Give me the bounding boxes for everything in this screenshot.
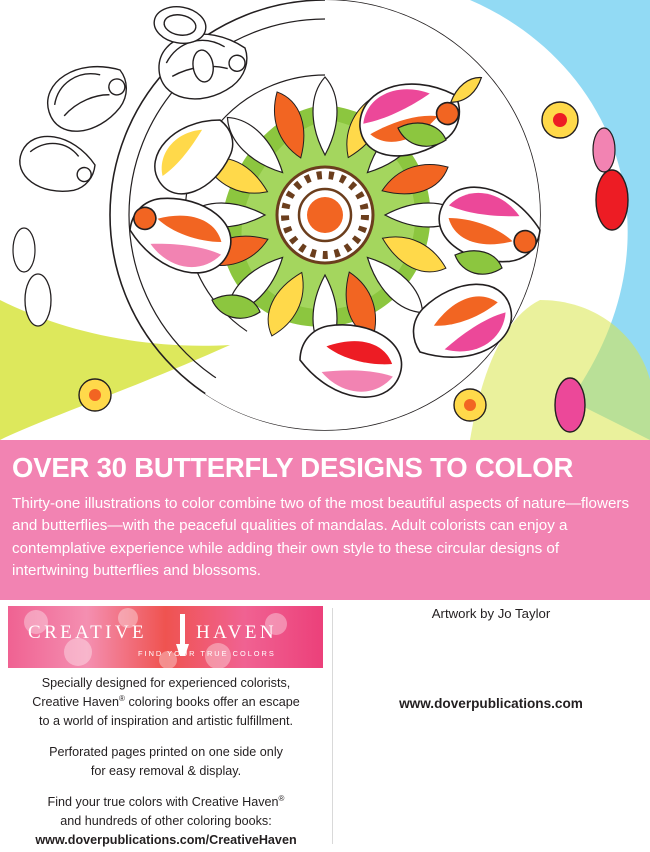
copy-paragraph-1 [8,674,324,731]
artwork-credit: Artwork by Jo Taylor [431,606,551,621]
copy-p2-line2: for easy removal & display. [90,763,242,778]
footer-section [0,600,650,852]
creative-haven-url[interactable]: www.doverpublications.com/CreativeHaven [35,832,297,847]
marketing-copy [8,674,324,852]
svg-text:CREATIVE: CREATIVE [28,622,148,643]
registered-mark-2: ® [278,793,285,803]
dover-publications-url[interactable]: www.doverpublications.com [399,696,583,711]
copy-paragraph-2 [8,743,324,781]
svg-text:HAVEN: HAVEN [196,622,278,643]
copy-p3-line2: and hundreds of other coloring books: [60,813,272,828]
copy-p1-line3: to a world of inspiration and artistic fulfillment. [38,713,294,728]
cover-description: Thirty-one illustrations to color combine two of the most beautiful aspects of nature—flowers and butterflies—with the peaceful qualities of mandalas. Adult colorists can enjoy a contemplative experience while adding their own style to these circular designs of intertwining butterflies and blossoms. [12,494,630,579]
copy-p1-line2-rest: coloring books offer an escape [124,695,300,710]
copy-p1-line1: Specially designed for experienced colorists, [41,676,291,690]
svg-text:FIND YOUR TRUE COLORS: FIND YOUR TRUE COLORS [138,649,276,658]
copy-p2-line1: Perforated pages printed on one side only [49,744,283,759]
creative-haven-logo [8,606,323,668]
copy-paragraph-3 [8,793,324,850]
registered-mark-1: ® [119,693,125,703]
title-band [0,440,650,600]
vertical-divider [332,608,333,844]
copy-p1-line2: Creative Haven [32,695,120,710]
page-title: OVER 30 BUTTERFLY DESIGNS TO COLOR [12,452,574,483]
copy-p3-line1: Find your true colors with Creative Haven [47,794,279,809]
